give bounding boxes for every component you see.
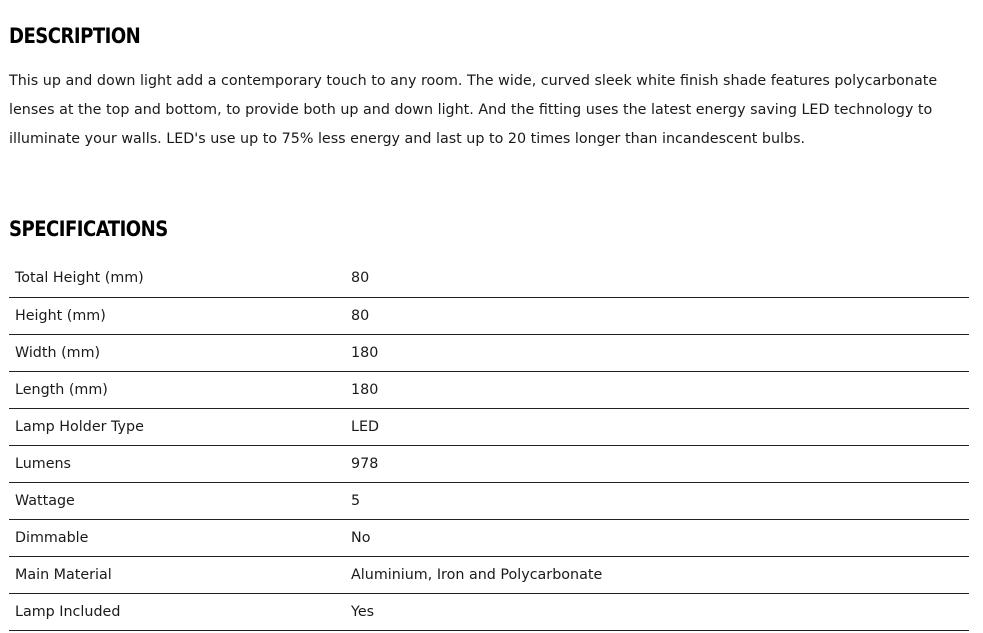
spec-value: Aluminium, Iron and Polycarbonate bbox=[351, 566, 603, 583]
specifications-table bbox=[9, 260, 969, 631]
spec-label: Wattage bbox=[15, 492, 75, 509]
spec-label: Lumens bbox=[15, 455, 72, 472]
spec-label: Dimmable bbox=[15, 529, 89, 546]
spec-value: 80 bbox=[351, 270, 370, 287]
table-row bbox=[9, 334, 969, 371]
spec-label: Length (mm) bbox=[15, 381, 108, 398]
spec-value: 978 bbox=[351, 455, 379, 472]
spec-value: LED bbox=[351, 418, 380, 435]
table-row bbox=[9, 445, 969, 482]
table-row bbox=[9, 408, 969, 445]
specifications-heading: SPECIFICATIONS bbox=[9, 217, 168, 241]
spec-label: Total Height (mm) bbox=[15, 270, 144, 287]
spec-value: Yes bbox=[351, 603, 375, 620]
spec-value: 5 bbox=[351, 492, 361, 509]
description-text: This up and down light add a contemporary touch to any room. The wide, curved sleek white finish shade features polycarbonate lenses at the top and bottom, to provide both up and down light. And the fitting uses the latest energy saving LED technology to illuminate your walls. LED's use up to 75% less energy and last up to 20 times longer than incandescent bulbs. bbox=[9, 73, 938, 147]
table-row bbox=[9, 371, 969, 408]
spec-value: 180 bbox=[351, 381, 379, 398]
spec-value: 180 bbox=[351, 344, 379, 361]
spec-label: Height (mm) bbox=[15, 307, 106, 324]
spec-label: Main Material bbox=[15, 566, 112, 583]
table-row bbox=[9, 482, 969, 519]
description-heading: DESCRIPTION bbox=[9, 24, 141, 48]
table-row bbox=[9, 556, 969, 593]
spec-value: 80 bbox=[351, 307, 370, 324]
spec-label: Width (mm) bbox=[15, 344, 101, 361]
table-row bbox=[9, 519, 969, 556]
spec-label: Lamp Holder Type bbox=[15, 418, 144, 435]
spec-label: Lamp Included bbox=[15, 603, 121, 620]
table-row bbox=[9, 593, 969, 630]
table-row bbox=[9, 297, 969, 334]
spec-value: No bbox=[351, 529, 371, 546]
table-row bbox=[9, 260, 969, 297]
